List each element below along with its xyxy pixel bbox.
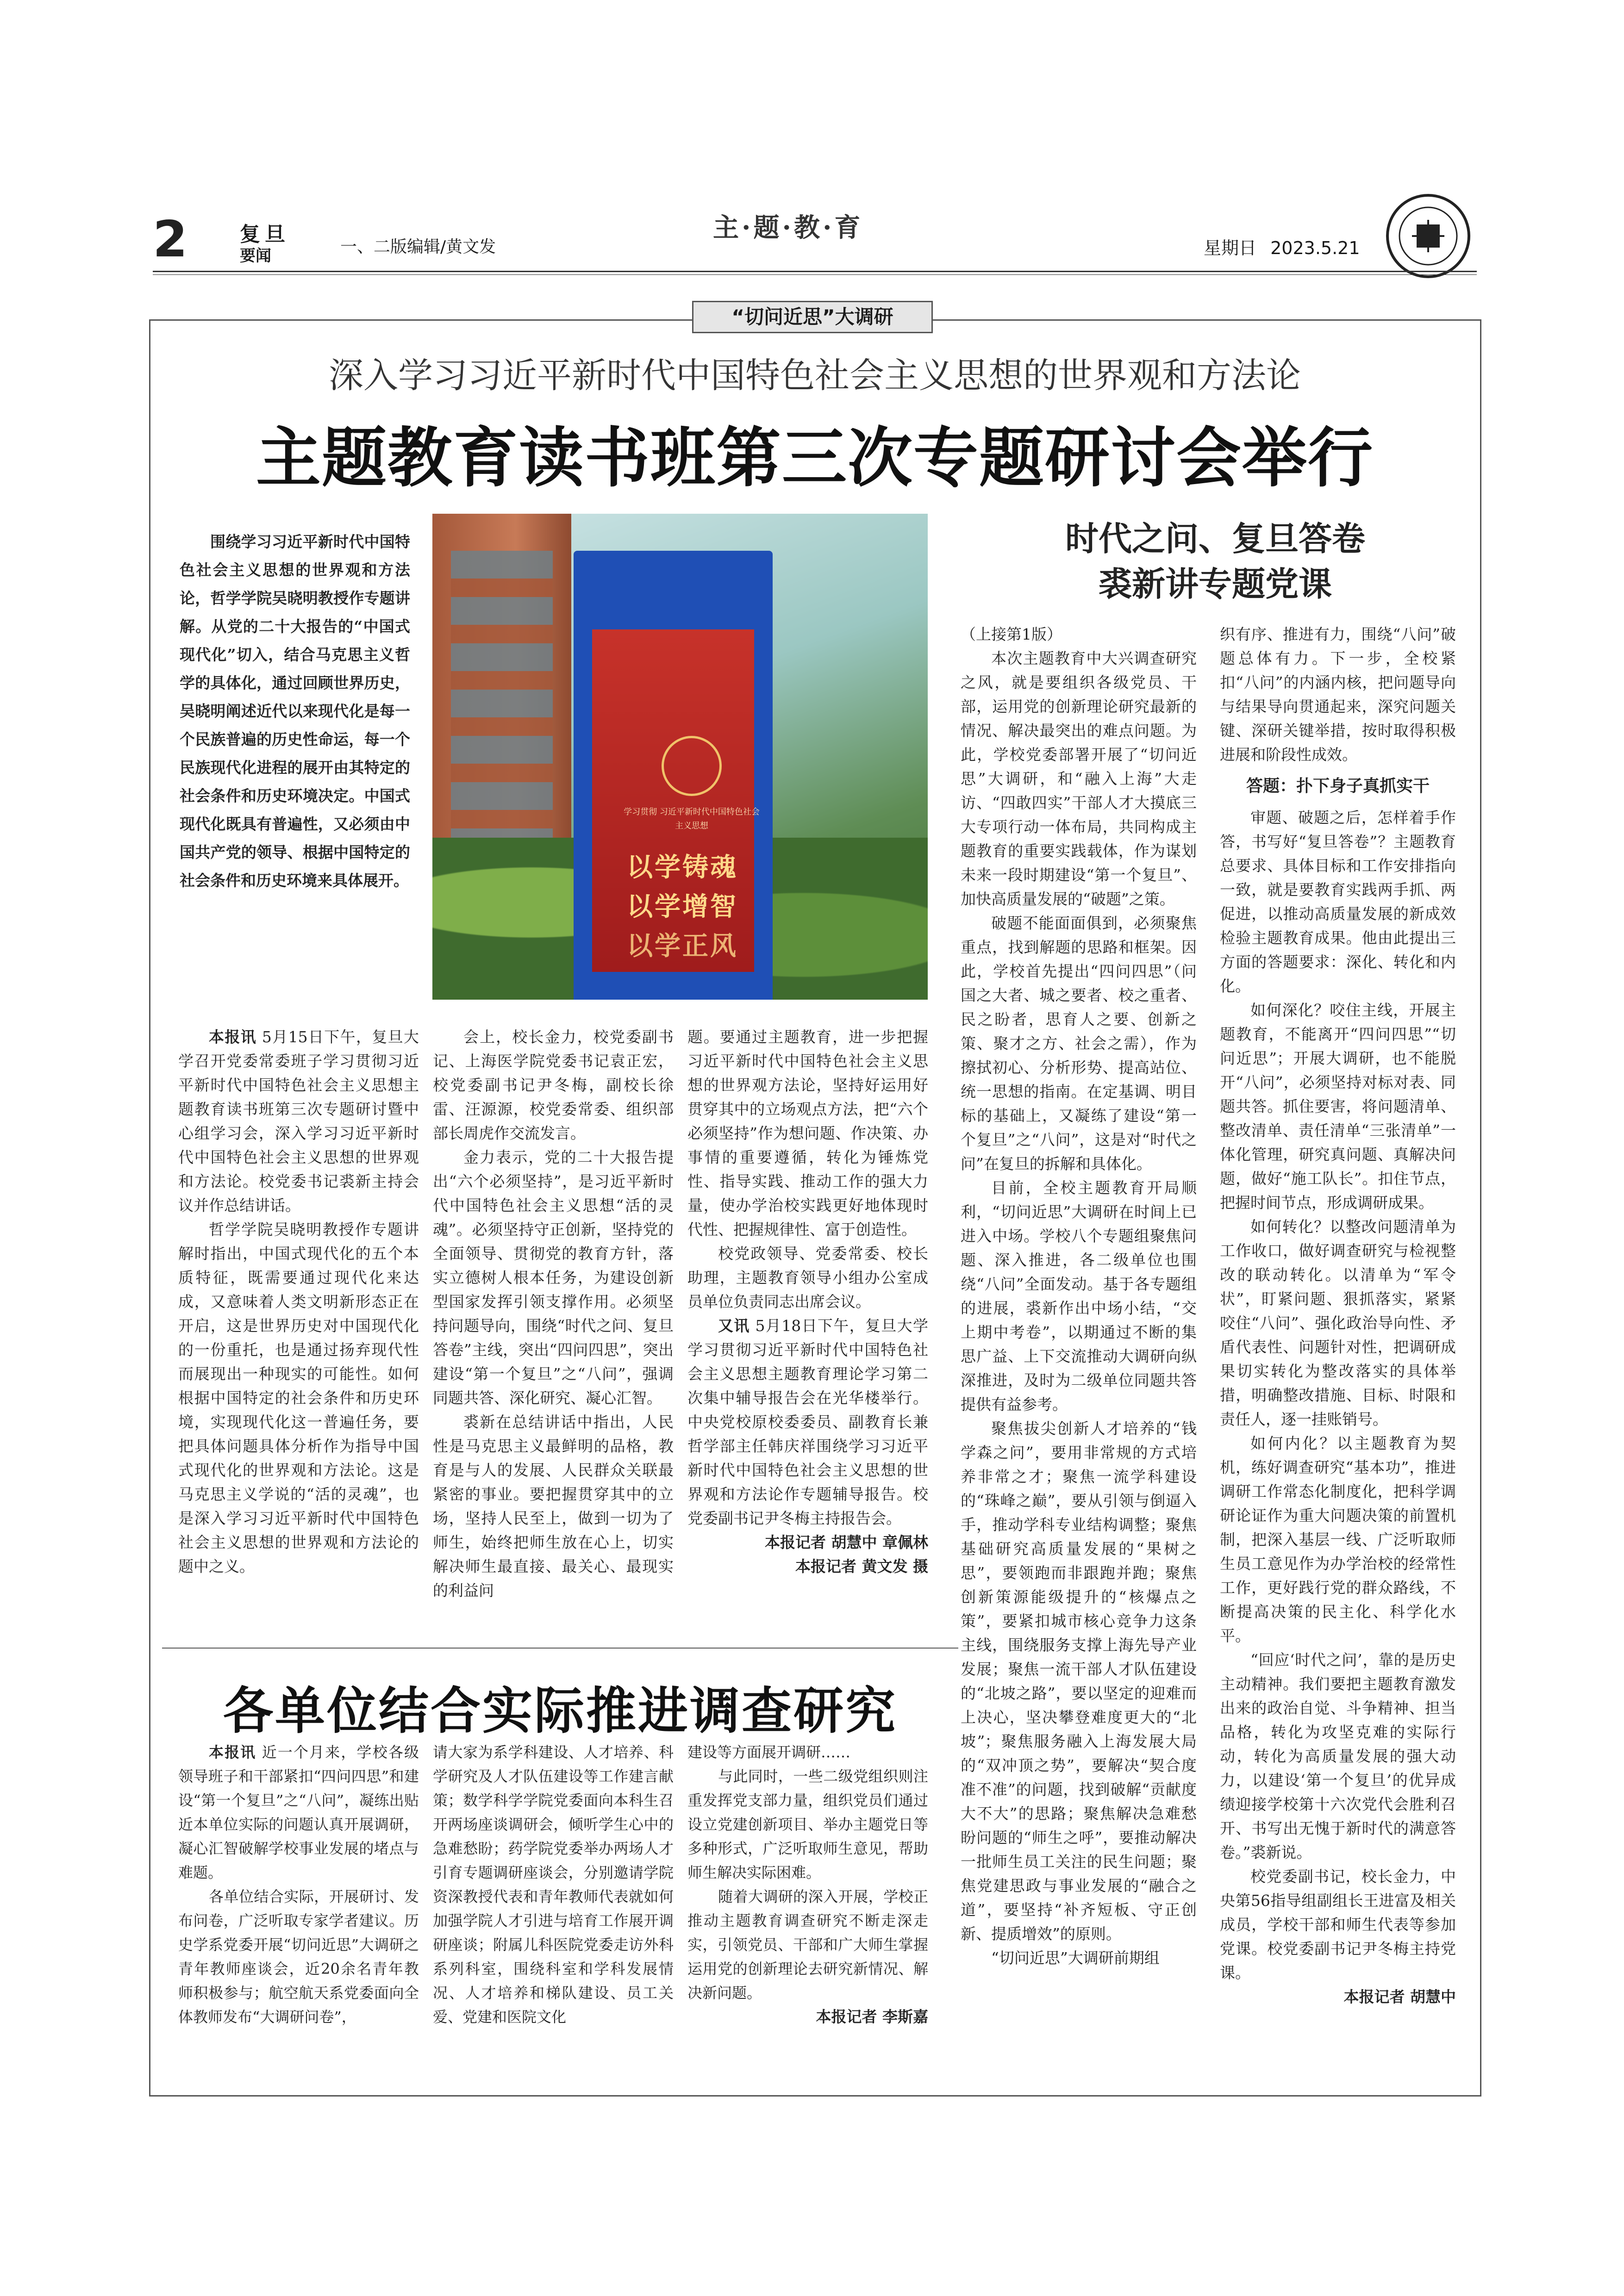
editor-credit: 一、二版编辑/黄文发 (340, 237, 496, 256)
kiosk-slogan: 以学铸魂 (627, 852, 738, 883)
story1-column-3 (687, 1025, 928, 1579)
paragraph: 如何内化？以主题教育为契机，练好调查研究“基本功”，推进调研工作常态化制度化，把科学调研论证作为重大问题决策的前置机制，把深入基层一线、广泛听取师生员工意见作为办学治校的经常性工作，更好践行党的群众路线，不断提高决策的民主化、科学化水平。 (1220, 1434, 1456, 1645)
paragraph: 如何深化？咬住主线，开展主题教育，不能离开“四问四思”“切问近思”；开展大调研，也不能脱开“八问”，必须坚持对标对表、同题共答。抓住要害，将问题清单、整改清单、责任清单“三张清单”一体化管理，研究真问题、真解决问题，做好“施工队长”。扣住节点，把握时间节点，形成调研成果。 (1220, 1001, 1456, 1212)
paper-brand: 复旦 (240, 223, 290, 246)
dateline: 本报讯 (209, 1743, 256, 1761)
paragraph: 5月15日下午，复旦大学召开党委常委班子学习贯彻习近平新时代中国特色社会主义思想主题教育读书班第三次专题研讨暨中心组学习会，深入学习习近平新时代中国特色社会主义思想的世界观和方法论。校党委书记裘新主持会议并作总结讲话。 (178, 1028, 419, 1214)
paragraph: 校党政领导、党委常委、校长助理，主题教育领导小组办公室成员单位负责同志出席会议。 (687, 1244, 928, 1311)
kiosk-caption: 学习贯彻 习近平新时代中国特色社会主义思想 (624, 807, 760, 831)
dateline: 又讯 (718, 1317, 750, 1335)
university-seal-icon (1384, 192, 1472, 280)
news-photo (432, 514, 928, 1000)
paragraph: 裘新在总结讲话中指出，人民性是马克思主义最鲜明的品格，教育是与人的发展、人民群众关联最紧密的事业。要把握贯穿其中的立场，坚持人民至上，做到一切为了师生，始终把师生放在心上，切实解决师生最直接、最关心、最现实的利益问 (433, 1413, 674, 1599)
paragraph: 题。要通过主题教育，进一步把握习近平新时代中国特色社会主义思想的世界观方法论，坚持好运用好贯穿其中的立场观点方法，把“六个必须坚持”作为想问题、作决策、办事情的重要遵循，转化为锤炼党性、指导实践、推动工作的强大力量，使办学治校实践更好地体现时代性、把握规律性、富于创造性。 (687, 1028, 928, 1238)
photo-credit: 本报记者 黄文发 摄 (795, 1557, 928, 1575)
story3-headline (954, 516, 1477, 607)
continued-note: （上接第1版） (961, 625, 1062, 643)
topic-tag: “切问近思”大调研 (692, 301, 933, 333)
story2-headline: 各单位结合实际推进调查研究 (223, 1682, 897, 1740)
paragraph: 如何转化？以整改问题清单为工作收口，做好调查研究与检视整改的联动转化。以清单为“军令状”，盯紧问题、狠抓落实，紧紧咬住“八问”、强化政治导向性、矛盾代表性、问题针对性，把调研成果切实转化为整改落实的具体举措，明确整改措施、目标、时限和责任人，逐一挂账销号。 (1220, 1218, 1456, 1428)
paragraph: 请大家为系学科建设、人才培养、科学研究及人才队伍建设等工作建言献策；数学科学学院党委面向本科生召开两场座谈调研会，倾听学生心中的急难愁盼；药学院党委举办两场人才引育专题调研座谈会，分别邀请学院资深教授代表和青年教师代表就如何加强学院人才引进与培育工作展开调研座谈；附属儿科医院党委走访外科系列科室，围绕科室和学科发展情况、人才培养和梯队建设、员工关爱、党建和医院文化 (433, 1743, 674, 2026)
date: 2023.5.21 (1270, 238, 1360, 258)
story1-column-1 (178, 1025, 419, 1579)
section-divider (162, 1648, 958, 1649)
photo-display-kiosk (574, 551, 773, 1000)
story1-headline: 主题教育读书班第三次专题研讨会举行 (256, 421, 1374, 496)
story2-column-3 (687, 1740, 928, 2029)
paragraph: 哲学学院吴晓明教授作专题讲解时指出，中国式现代化的五个本质特征，既需要通过现代化来达成，又意味着人类文明新形态正在开启，这是世界历史对中国现代化的一份重托，也是通过扬弃现代性而展现出一种现实的可能性。如何根据中国特定的社会条件和历史环境，实现现代化这一普遍任务，要把具体问题具体分析作为指导中国式现代化的世界观和方法论。这是马克思主义学说的“活的灵魂”，也是深入学习习近平新时代中国特色社会主义思想的世界观和方法论的题中之义。 (178, 1220, 419, 1575)
page-number: 2 (153, 211, 188, 268)
paragraph: “回应‘时代之问’，靠的是历史主动精神。我们要把主题教育激发出来的政治自觉、斗争精神、担当品格，转化为攻坚克难的实际行动，转化为高质量发展的强大动力，以建设‘第一个复旦’的优异成绩迎接学校第十六次党代会胜利召开、书写出无愧于新时代的满意答卷。”裘新说。 (1220, 1651, 1456, 1861)
story3-headline-line: 裘新讲专题党课 (1098, 565, 1332, 604)
paragraph: “切问近思”大调研前期组 (991, 1949, 1160, 1967)
paragraph: 会上，校长金力，校党委副书记、上海医学院党委书记袁正宏，校党委副书记尹冬梅，副校长徐雷、汪源源，校党委常委、组织部部长周虎作交流发言。 (433, 1028, 674, 1142)
paragraph: 近一个月来，学校各级领导班子和干部紧扣“四问四思”和建设“第一个复旦”之“八问”，凝练出贴近本单位实际的问题认真开展调研，凝心汇智破解学校事业发展的堵点与难题。 (178, 1743, 419, 1881)
kiosk-slogan: 以学增智 (627, 892, 738, 922)
paragraph: 聚焦拔尖创新人才培养的“钱学森之问”，要用非常规的方式培养非常之才；聚焦一流学科建设的“珠峰之巅”，要从引领与倒逼入手，推动学科专业结构调整；聚焦基础研究高质量发展的“果树之思”，要领跑而非跟跑并跑；聚焦创新策源能级提升的“核爆点之策”，要紧扣城市核心竞争力这条主线，围绕服务支撑上海先导产业发展；聚焦一流干部人才队伍建设的“北坡之路”，要以坚定的迎难而上决心，坚决攀登难度更大的“北坡”；聚焦服务融入上海发展大局的“双冲顶之势”，要解决“契合度准不准”的问题，找到破解“贡献度大不大”的思路；聚焦解决急难愁盼问题的“师生之呼”，要推动解决一批师生员工关注的民生问题；聚焦党建思政与事业发展的“融合之道”，要坚持“补齐短板、守正创新、提质增效”的原则。 (961, 1419, 1197, 1943)
kiosk-screen (592, 629, 760, 972)
paragraph: 本次主题教育中大兴调查研究之风，就是要组织各级党员、干部，运用党的创新理论研究最新的情况、解决最突出的难点问题。为此，学校党委部署开展了“切问近思”大调研，和“融入上海”大走访、“四敢四实”干部人才大摸底三大专项行动一体布局，共同构成主题教育的重要实践载体，作为谋划未来一段时期建设“第一个复旦”、加快高质量发展的“破题”之策。 (961, 649, 1197, 908)
byline: 本报记者 胡慧中 章佩林 (765, 1533, 928, 1551)
paragraph: 目前，全校主题教育开局顺利，“切问近思”大调研在时间上已进入中场。学校八个专题组聚焦问题、深入推进，各二级单位也围绕“八问”全面发动。基于各专题组的进展，裘新作出中场小结，“交上期中考卷”，以期通过不断的集思广益、上下交流推动大调研向纵深推进，及时为二级单位同题共答提供有益参考。 (961, 1179, 1197, 1413)
story1-column-2 (433, 1025, 674, 1603)
masthead-rule-thin (153, 274, 1477, 275)
kiosk-emblem-icon (662, 736, 722, 796)
story2-column-1 (178, 1740, 419, 2029)
paragraph: 织有序、推进有力，围绕“八问”破题总体有力。下一步，全校紧扣“八问”的内涵内核，把问题导向与结果导向贯通起来，深究问题关键、深研关键举措，按时取得积极进展和阶段性成效。 (1220, 625, 1456, 764)
paragraph: 与此同时，一些二级党组织则注重发挥党支部力量，组织党员们通过设立党建创新项目、举办主题党日等多种形式，广泛听取师生意见，帮助师生解决实际困难。 (687, 1767, 928, 1881)
paragraph: 金力表示，党的二十大报告提出“六个必须坚持”，是习近平新时代中国特色社会主义思想“活的灵魂”。必须坚持守正创新，坚持党的全面领导、贯彻党的教育方针，落实立德树人根本任务，为建设创新型国家发挥引领支撑作用。必须坚持问题导向，围绕“时代之问、复旦答卷”主线，突出“四问四思”，突出建设“第一个复旦”之“八问”，强调同题共答、深化研究、凝心汇智。 (433, 1148, 674, 1407)
weekday: 星期日 (1204, 238, 1257, 258)
publication-date (1204, 234, 1360, 259)
masthead-rule (153, 271, 1477, 272)
page-section-title: 主·题·教·育 (713, 212, 863, 243)
story1-kicker: 深入学习习近平新时代中国特色社会主义思想的世界观和方法论 (328, 355, 1301, 396)
paragraph: 破题不能面面俱到，必须聚焦重点，找到解题的思路和框架。因此，学校首先提出“四问四思”（问国之大者、城之要者、校之重者、民之盼者，思育人之要、创新之策、聚才之方、社会之需），作为擦拭初心、分析形势、提高站位、统一思想的指南。在定基调、明目标的基础上，又凝练了建设“第一个复旦”之“八问”，这是对“时代之问”在复旦的拆解和具体化。 (961, 914, 1197, 1173)
paragraph: 各单位结合实际，开展研讨、发布问卷，广泛听取专家学者建议。历史学系党委开展“切问近思”大调研之青年教师座谈会，近20余名青年教师积极参与；航空航天系党委面向全体教师发布“大调研问卷”， (178, 1888, 419, 2026)
paragraph: 审题、破题之后，怎样着手作答，书写好“复旦答卷”？主题教育总要求、具体目标和工作安排指向一致，就是要教育实践两手抓、两促进，以推动高质量发展的新成效检验主题教育成果。他由此提出三方面的答题要求：深化、转化和内化。 (1220, 809, 1456, 995)
paragraph: 校党委副书记，校长金力，中央第56指导组副组长王进富及相关成员，学校干部和师生代表等参加党课。校党委副书记尹冬梅主持党课。 (1220, 1867, 1456, 1982)
story2-column-2 (433, 1740, 674, 2029)
kiosk-slogan: 以学正风 (627, 931, 738, 961)
story1-intro: 围绕学习习近平新时代中国特色社会主义思想的世界观和方法论，哲学学院吴晓明教授作专题讲解。从党的二十大报告的“中国式现代化”切入，结合马克思主义哲学的具体化，通过回顾世界历史，吴晓明阐述近代以来现代化是每一个民族普遍的历史性命运，每一个民族现代化进程的展开由其特定的社会条件和历史环境决定。中国式现代化既具有普遍性，又必须由中国共产党的领导、根据中国特定的社会条件和历史环境来具体展开。 (180, 533, 410, 890)
story3-column-1 (961, 622, 1197, 1970)
paragraph: 5月18日下午，复旦大学学习贯彻习近平新时代中国特色社会主义思想主题教育理论学习第二次集中辅导报告会在光华楼举行。中央党校原校委委员、副教育长兼哲学部主任韩庆祥围绕学习习近平新时代中国特色社会主义思想的世界观和方法论作专题辅导报告。校党委副书记尹冬梅主持报告会。 (687, 1317, 929, 1527)
paragraph: 建设等方面展开调研…… (687, 1743, 851, 1761)
story3-headline-line: 时代之问、复旦答卷 (1065, 519, 1365, 558)
dateline: 本报讯 (209, 1028, 257, 1046)
paragraph: 随着大调研的深入开展，学校正推动主题教育调查研究不断走深走实，引领党员、干部和广大师生掌握运用党的创新理论去研究新情况、解决新问题。 (687, 1888, 928, 2002)
story3-column-2 (1220, 622, 1456, 2009)
byline: 本报记者 李斯嘉 (816, 2008, 928, 2026)
subheading: 答题：扑下身子真抓实干 (1246, 777, 1430, 796)
byline: 本报记者 胡慧中 (1343, 1988, 1456, 2006)
section-label: 要闻 (240, 247, 271, 265)
